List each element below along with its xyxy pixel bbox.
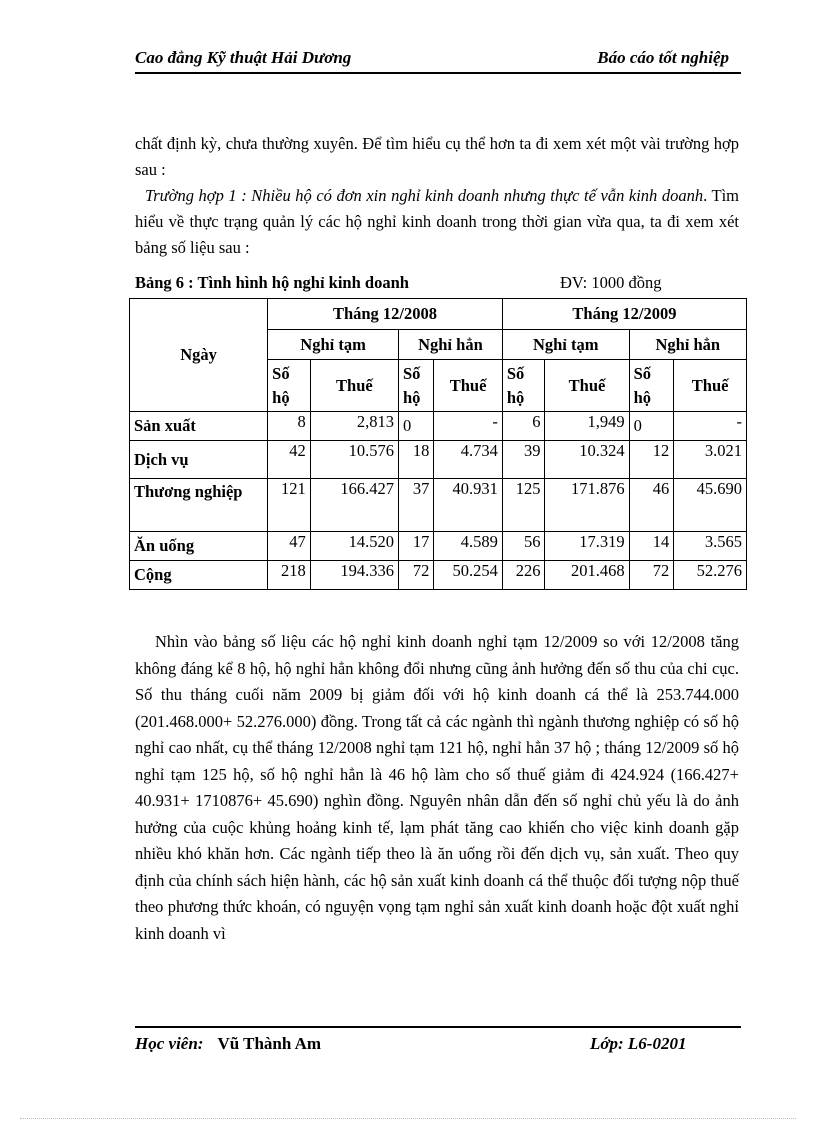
table-row bbox=[130, 412, 747, 441]
table-caption bbox=[135, 273, 739, 295]
table-cell: 218 bbox=[268, 561, 311, 590]
table-cell: 42 bbox=[268, 441, 311, 479]
row-label: Dịch vụ bbox=[130, 441, 268, 479]
table-row bbox=[130, 479, 747, 532]
table-unit: ĐV: 1000 đồng bbox=[560, 273, 662, 292]
table-cell: 40.931 bbox=[434, 479, 503, 532]
footer-student bbox=[135, 1034, 321, 1054]
table-row-total bbox=[130, 561, 747, 590]
table-cell: 17.319 bbox=[545, 532, 629, 561]
col-header-tax: Thuế bbox=[310, 360, 398, 412]
table-cell: 17 bbox=[399, 532, 434, 561]
case-title: Trường hợp 1 : Nhiều hộ có đơn xin nghỉ kinh doanh nhưng thực tế vẫn kinh doanh bbox=[145, 186, 704, 205]
group-header-permanent-2009: Nghỉ hẳn bbox=[629, 330, 746, 360]
row-label: Cộng bbox=[130, 561, 268, 590]
table-cell: 194.336 bbox=[310, 561, 398, 590]
paragraph-intro: chất định kỳ, chưa thường xuyên. Để tìm hiểu cụ thể hơn ta đi xem xét một vài trường hợp sau : bbox=[135, 134, 739, 179]
table-cell: 12 bbox=[629, 441, 674, 479]
table-cell: 39 bbox=[502, 441, 545, 479]
col-header-count: Số hộ bbox=[502, 360, 545, 412]
table-cell: 46 bbox=[629, 479, 674, 532]
row-label: Ăn uống bbox=[130, 532, 268, 561]
footer-student-label: Học viên: bbox=[135, 1034, 204, 1053]
table-cell: 0 bbox=[629, 412, 674, 441]
table-cell: 52.276 bbox=[674, 561, 747, 590]
paragraph-analysis: Nhìn vào bảng số liệu các hộ nghỉ kinh doanh nghỉ tạm 12/2009 so với 12/2008 tăng không đáng kể 8 hộ, hộ nghỉ hẳn không đổi nhưng cũng ảnh hưởng đến số thu của chi cục. Số thu tháng cuối năm 2009 bị giảm đối với hộ kinh doanh cá thể là 253.744.000 (201.468.000+ 52.276.000) đồng. Trong tất cả các ngành thì ngành thương nghiệp có số hộ nghỉ cao nhất, cụ thể tháng 12/2008 nghỉ tạm 121 hộ, nghỉ hẳn 37 hộ ; tháng 12/2009 số hộ nghỉ tạm 125 hộ, số hộ nghỉ hẳn là 46 hộ làm cho số thuế giảm đi 424.924 (166.427+ 40.931+ 1710876+ 45.690) nghìn đồng. Nguyên nhân dẫn đến số nghỉ chủ yếu là do ảnh hưởng của cuộc khủng hoảng kinh tế, lạm phát tăng cao khiến cho việc kinh doanh gặp nhiều khó khăn hơn. Các ngành tiếp theo là ăn uống rồi đến dịch vụ, sản xuất. Theo quy định của chính sách hiện hành, các hộ sản xuất kinh doanh cá thể thuộc đối tượng nộp thuế theo phương thức khoán, có nguyện vọng tạm nghỉ sản xuất kinh doanh hoặc đột xuất nghỉ kinh doanh vì bbox=[135, 632, 739, 943]
col-header-tax: Thuế bbox=[434, 360, 503, 412]
footer-class: Lớp: L6-0201 bbox=[590, 1034, 687, 1053]
row-label: Thương nghiệp bbox=[130, 479, 268, 532]
table-cell: 8 bbox=[268, 412, 311, 441]
month-header-2008: Tháng 12/2008 bbox=[268, 299, 503, 330]
table-cell: 125 bbox=[502, 479, 545, 532]
table-cell: 0 bbox=[399, 412, 434, 441]
table-cell: 226 bbox=[502, 561, 545, 590]
table-cell: 121 bbox=[268, 479, 311, 532]
page-header bbox=[135, 48, 741, 74]
table-cell: 4.734 bbox=[434, 441, 503, 479]
table-cell: 2,813 bbox=[310, 412, 398, 441]
col-header-count: Số hộ bbox=[268, 360, 311, 412]
paragraph-case-1 bbox=[135, 183, 739, 261]
row-label: Sản xuất bbox=[130, 412, 268, 441]
table-cell: 72 bbox=[629, 561, 674, 590]
table-cell: 166.427 bbox=[310, 479, 398, 532]
table-cell: - bbox=[434, 412, 503, 441]
month-header-2009: Tháng 12/2009 bbox=[502, 299, 746, 330]
table-cell: 3.021 bbox=[674, 441, 747, 479]
header-school: Cao đẳng Kỹ thuật Hải Dương bbox=[135, 48, 352, 67]
col-header-tax: Thuế bbox=[674, 360, 747, 412]
table-title: Bảng 6 : Tình hình hộ nghỉ kinh doanh bbox=[135, 273, 409, 292]
table-cell: 10.324 bbox=[545, 441, 629, 479]
table-cell: 56 bbox=[502, 532, 545, 561]
table-cell: 18 bbox=[399, 441, 434, 479]
table-cell: 50.254 bbox=[434, 561, 503, 590]
table-cell: 72 bbox=[399, 561, 434, 590]
footer-student-name: Vũ Thành Am bbox=[217, 1034, 322, 1053]
group-header-permanent-2008: Nghỉ hẳn bbox=[399, 330, 503, 360]
table-cell: 1,949 bbox=[545, 412, 629, 441]
table-row bbox=[130, 532, 747, 561]
table-cell: 201.468 bbox=[545, 561, 629, 590]
table-cell: 14.520 bbox=[310, 532, 398, 561]
table-row bbox=[130, 441, 747, 479]
table-cell: 4.589 bbox=[434, 532, 503, 561]
group-header-temporary-2008: Nghỉ tạm bbox=[268, 330, 399, 360]
table-cell: 37 bbox=[399, 479, 434, 532]
header-report-type: Báo cáo tốt nghiệp bbox=[597, 48, 729, 67]
col-header-tax: Thuế bbox=[545, 360, 629, 412]
table-cell: 10.576 bbox=[310, 441, 398, 479]
table-cell: 14 bbox=[629, 532, 674, 561]
row-header-cell: Ngày bbox=[130, 299, 268, 412]
page-bottom-divider bbox=[20, 1118, 796, 1119]
group-header-temporary-2009: Nghỉ tạm bbox=[502, 330, 629, 360]
col-header-count: Số hộ bbox=[399, 360, 434, 412]
table-cell: 6 bbox=[502, 412, 545, 441]
table-cell: 47 bbox=[268, 532, 311, 561]
table-cell: 171.876 bbox=[545, 479, 629, 532]
table-cell: 45.690 bbox=[674, 479, 747, 532]
col-header-count: Số hộ bbox=[629, 360, 674, 412]
table-cell: 3.565 bbox=[674, 532, 747, 561]
page-footer bbox=[135, 1026, 741, 1056]
case-text: . Tìm hiểu về thực trạng quản lý các hộ nghỉ kinh doanh trong thời gian vừa qua, ta đi xem xét bảng số liệu sau : bbox=[135, 186, 739, 257]
table-cell: - bbox=[674, 412, 747, 441]
business-closure-table bbox=[129, 298, 747, 590]
